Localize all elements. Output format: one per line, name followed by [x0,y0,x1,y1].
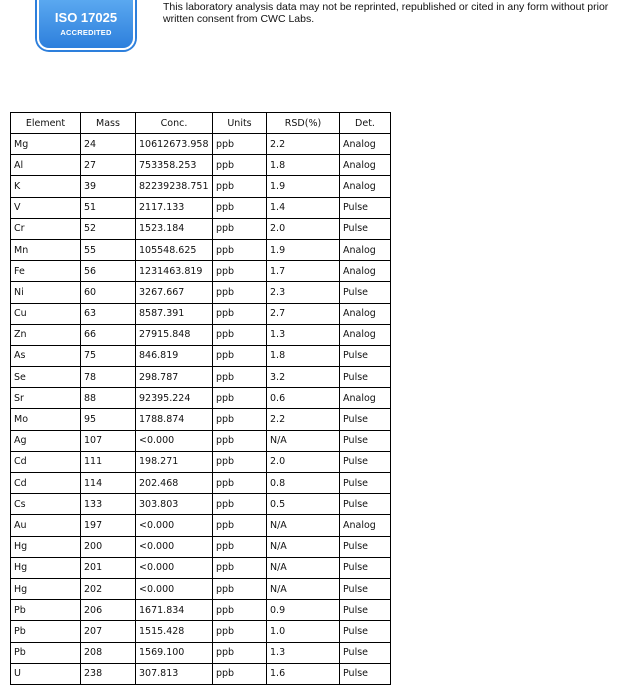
cell-detector: Analog [340,303,391,324]
cell-rsd: 1.0 [267,621,340,642]
table-row [11,367,391,388]
cell-detector: Pulse [340,430,391,451]
cell-mass: 207 [81,621,136,642]
cell-detector: Analog [340,388,391,409]
cell-element: Au [11,515,81,536]
cell-rsd: 1.8 [267,345,340,366]
cell-concentration: 846.819 [136,345,213,366]
badge-subtitle: ACCREDITED [60,28,112,37]
cell-rsd: 0.6 [267,388,340,409]
cell-element: Hg [11,557,81,578]
cell-element: Pb [11,621,81,642]
cell-mass: 88 [81,388,136,409]
cell-concentration: 1569.100 [136,642,213,663]
table-row [11,473,391,494]
cell-element: Pb [11,642,81,663]
cell-concentration: 307.813 [136,663,213,684]
cell-rsd: 1.8 [267,155,340,176]
cell-mass: 200 [81,536,136,557]
cell-concentration: 202.468 [136,473,213,494]
cell-concentration: <0.000 [136,578,213,599]
table-row [11,578,391,599]
cell-mass: 206 [81,600,136,621]
cell-rsd: 1.7 [267,261,340,282]
cell-mass: 24 [81,134,136,155]
table-body [11,134,391,685]
table-row [11,324,391,345]
cell-units: ppb [213,134,267,155]
cell-element: As [11,345,81,366]
cell-detector: Pulse [340,600,391,621]
cell-concentration: <0.000 [136,515,213,536]
cell-concentration: 82239238.751 [136,176,213,197]
table-header-row [11,113,391,134]
cell-element: Zn [11,324,81,345]
cell-mass: 197 [81,515,136,536]
cell-units: ppb [213,218,267,239]
table-row [11,642,391,663]
cell-mass: 78 [81,367,136,388]
cell-units: ppb [213,176,267,197]
cell-concentration: 753358.253 [136,155,213,176]
cell-rsd: 2.2 [267,134,340,155]
cell-detector: Pulse [340,536,391,557]
cell-units: ppb [213,409,267,430]
cell-mass: 51 [81,197,136,218]
cell-concentration: 27915.848 [136,324,213,345]
cell-mass: 66 [81,324,136,345]
cell-element: Sr [11,388,81,409]
cell-element: V [11,197,81,218]
cell-detector: Analog [340,134,391,155]
cell-element: Ni [11,282,81,303]
table-row [11,134,391,155]
cell-rsd: 2.7 [267,303,340,324]
cell-units: ppb [213,239,267,260]
cell-mass: 60 [81,282,136,303]
table-row [11,494,391,515]
cell-detector: Pulse [340,642,391,663]
cell-concentration: 2117.133 [136,197,213,218]
analysis-table [10,112,391,685]
cell-mass: 52 [81,218,136,239]
cell-element: U [11,663,81,684]
table-row [11,345,391,366]
cell-element: Al [11,155,81,176]
cell-mass: 107 [81,430,136,451]
table-row [11,282,391,303]
cell-concentration: 298.787 [136,367,213,388]
cell-mass: 208 [81,642,136,663]
table-row [11,303,391,324]
cell-units: ppb [213,451,267,472]
cell-rsd: 1.9 [267,239,340,260]
cell-detector: Analog [340,324,391,345]
cell-units: ppb [213,388,267,409]
cell-concentration: <0.000 [136,557,213,578]
cell-concentration: 8587.391 [136,303,213,324]
cell-detector: Pulse [340,578,391,599]
cell-rsd: 3.2 [267,367,340,388]
cell-units: ppb [213,197,267,218]
cell-detector: Analog [340,239,391,260]
cell-concentration: 1671.834 [136,600,213,621]
copyright-notice: This laboratory analysis data may not be reprinted, republished or cited in any form without prior written consent from CWC Labs. [163,1,609,25]
cell-rsd: 2.3 [267,282,340,303]
cell-rsd: 2.2 [267,409,340,430]
cell-element: Ag [11,430,81,451]
cell-element: Se [11,367,81,388]
cell-rsd: 0.5 [267,494,340,515]
cell-detector: Pulse [340,451,391,472]
cell-mass: 55 [81,239,136,260]
cell-units: ppb [213,261,267,282]
cell-rsd: 0.8 [267,473,340,494]
cell-concentration: 92395.224 [136,388,213,409]
cell-rsd: N/A [267,515,340,536]
cell-rsd: N/A [267,430,340,451]
table-row [11,557,391,578]
cell-detector: Pulse [340,663,391,684]
cell-units: ppb [213,600,267,621]
cell-units: ppb [213,494,267,515]
cell-units: ppb [213,430,267,451]
cell-detector: Analog [340,515,391,536]
cell-concentration: <0.000 [136,430,213,451]
table-row [11,451,391,472]
cell-element: Cu [11,303,81,324]
cell-element: K [11,176,81,197]
cell-units: ppb [213,578,267,599]
cell-concentration: 3267.667 [136,282,213,303]
cell-concentration: 105548.625 [136,239,213,260]
cell-rsd: 1.4 [267,197,340,218]
cell-units: ppb [213,642,267,663]
cell-element: Fe [11,261,81,282]
cell-mass: 95 [81,409,136,430]
header-mass: Mass [81,113,136,134]
table-row [11,409,391,430]
cell-mass: 75 [81,345,136,366]
cell-concentration: 303.803 [136,494,213,515]
cell-detector: Pulse [340,557,391,578]
table-row [11,515,391,536]
cell-units: ppb [213,345,267,366]
cell-detector: Pulse [340,473,391,494]
cell-rsd: 2.0 [267,451,340,472]
cell-mass: 238 [81,663,136,684]
cell-detector: Pulse [340,345,391,366]
cell-rsd: 1.3 [267,324,340,345]
cell-units: ppb [213,663,267,684]
cell-units: ppb [213,557,267,578]
cell-concentration: 1515.428 [136,621,213,642]
cell-detector: Analog [340,176,391,197]
header-concentration: Conc. [136,113,213,134]
table-row [11,600,391,621]
cell-element: Mg [11,134,81,155]
cell-concentration: 1523.184 [136,218,213,239]
table-row [11,621,391,642]
cell-detector: Pulse [340,218,391,239]
cell-units: ppb [213,282,267,303]
cell-rsd: N/A [267,578,340,599]
iso-accreditation-badge [37,0,135,50]
cell-rsd: N/A [267,557,340,578]
cell-units: ppb [213,515,267,536]
header-element: Element [11,113,81,134]
cell-units: ppb [213,473,267,494]
cell-detector: Pulse [340,494,391,515]
cell-element: Cr [11,218,81,239]
table-row [11,218,391,239]
cell-mass: 56 [81,261,136,282]
table-row [11,155,391,176]
table-row [11,388,391,409]
cell-detector: Pulse [340,621,391,642]
cell-mass: 201 [81,557,136,578]
cell-element: Cd [11,451,81,472]
cell-element: Mn [11,239,81,260]
table-row [11,430,391,451]
cell-element: Hg [11,578,81,599]
table-row [11,239,391,260]
cell-concentration: 1788.874 [136,409,213,430]
table-row [11,197,391,218]
cell-concentration: 198.271 [136,451,213,472]
header-units: Units [213,113,267,134]
cell-rsd: 0.9 [267,600,340,621]
cell-detector: Pulse [340,409,391,430]
cell-element: Mo [11,409,81,430]
cell-detector: Analog [340,261,391,282]
cell-detector: Analog [340,155,391,176]
badge-title: ISO 17025 [54,10,118,25]
cell-rsd: 1.3 [267,642,340,663]
cell-units: ppb [213,155,267,176]
cell-units: ppb [213,324,267,345]
table-row [11,663,391,684]
cell-element: Hg [11,536,81,557]
cell-concentration: <0.000 [136,536,213,557]
header-rsd: RSD(%) [267,113,340,134]
cell-element: Cd [11,473,81,494]
cell-mass: 63 [81,303,136,324]
header-detector: Det. [340,113,391,134]
cell-concentration: 1231463.819 [136,261,213,282]
cell-concentration: 10612673.958 [136,134,213,155]
cell-rsd: N/A [267,536,340,557]
cell-detector: Pulse [340,197,391,218]
cell-detector: Pulse [340,367,391,388]
cell-units: ppb [213,367,267,388]
table-row [11,176,391,197]
cell-mass: 39 [81,176,136,197]
cell-mass: 27 [81,155,136,176]
cell-mass: 202 [81,578,136,599]
cell-rsd: 2.0 [267,218,340,239]
cell-detector: Pulse [340,282,391,303]
cell-rsd: 1.6 [267,663,340,684]
table-row [11,261,391,282]
cell-mass: 114 [81,473,136,494]
cell-units: ppb [213,621,267,642]
cell-element: Cs [11,494,81,515]
table-row [11,536,391,557]
cell-mass: 133 [81,494,136,515]
cell-rsd: 1.9 [267,176,340,197]
cell-units: ppb [213,303,267,324]
cell-element: Pb [11,600,81,621]
cell-mass: 111 [81,451,136,472]
cell-units: ppb [213,536,267,557]
